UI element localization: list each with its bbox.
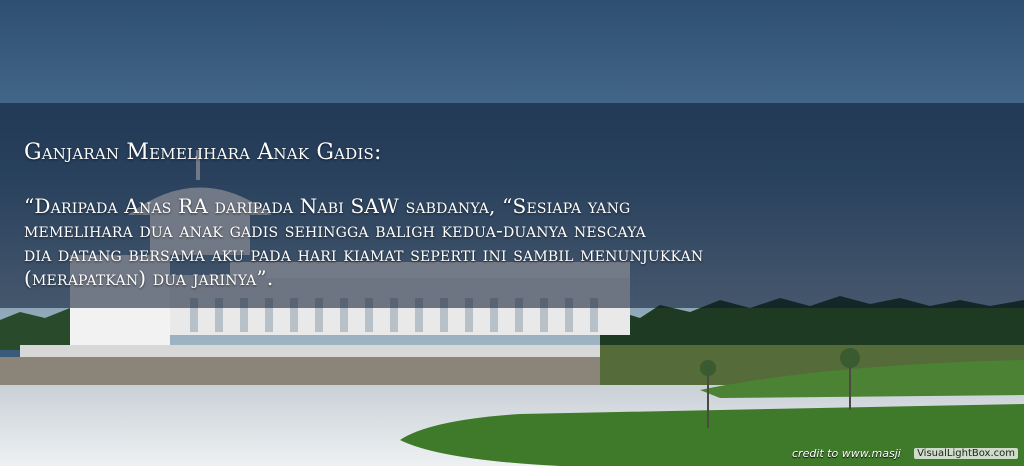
quote-line: memelihara dua anak gadis sehingga baligh kedua-duanya nescaya <box>24 218 646 242</box>
caption-headline: Ganjaran Memelihara Anak Gadis: <box>24 140 382 165</box>
caption <box>24 138 1004 290</box>
quote-line: dia datang bersama aku pada hari kiamat seperti ini sambil menunjukkan <box>24 242 704 266</box>
photo-credit: credit to www.masji <box>792 447 901 460</box>
quote-line: (merapatkan) dua jarinya”. <box>24 266 274 290</box>
watermark: VisualLightBox.com <box>914 448 1018 459</box>
quote-line: “Daripada Anas RA daripada Nabi SAW sabdanya, “Sesiapa yang <box>24 194 631 218</box>
